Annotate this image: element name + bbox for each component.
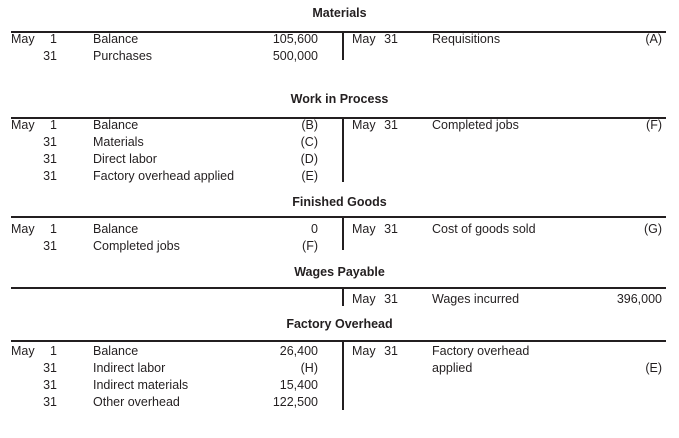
debit-day: 1 (50, 32, 57, 46)
debit-description: Indirect materials (93, 378, 189, 392)
credit-month: May (352, 222, 376, 236)
account-center-rule (342, 216, 344, 250)
account-top-rule (11, 340, 666, 342)
credit-month: May (352, 344, 376, 358)
debit-description: Balance (93, 344, 139, 358)
debit-month: May (11, 222, 35, 236)
credit-description: Completed jobs (432, 118, 519, 132)
credit-amount: (F) (646, 118, 662, 132)
debit-description: Balance (93, 32, 139, 46)
account-center-rule (342, 340, 344, 410)
account-center-rule (342, 117, 344, 182)
credit-day: 31 (384, 292, 398, 306)
debit-description: Direct labor (93, 152, 157, 166)
credit-day: 31 (384, 222, 398, 236)
debit-description: Materials (93, 135, 144, 149)
debit-amount: 0 (311, 222, 318, 236)
debit-amount: (B) (301, 118, 318, 132)
credit-description: Cost of goods sold (432, 222, 536, 236)
debit-month: May (11, 344, 35, 358)
account-title: Factory Overhead (286, 317, 393, 331)
debit-description: Factory overhead applied (93, 169, 235, 183)
debit-amount: 122,500 (272, 395, 318, 409)
debit-day: 31 (43, 239, 57, 253)
credit-description: applied (432, 361, 473, 375)
credit-description: Requisitions (432, 32, 501, 46)
debit-description: Other overhead (93, 395, 180, 409)
credit-amount: (E) (645, 361, 662, 375)
debit-day: 31 (43, 169, 57, 183)
debit-amount: 500,000 (272, 49, 318, 63)
debit-amount: (F) (302, 239, 318, 253)
account-title: Work in Process (290, 92, 389, 106)
debit-description: Indirect labor (93, 361, 166, 375)
debit-day: 31 (43, 361, 57, 375)
credit-description: Factory overhead (432, 344, 530, 358)
credit-amount: (A) (645, 32, 662, 46)
debit-amount: 105,600 (272, 32, 318, 46)
debit-amount: (E) (301, 169, 318, 183)
debit-description: Balance (93, 118, 139, 132)
debit-day: 31 (43, 135, 57, 149)
debit-amount: (C) (300, 135, 318, 149)
debit-description: Completed jobs (93, 239, 180, 253)
credit-month: May (352, 118, 376, 132)
credit-day: 31 (384, 32, 398, 46)
debit-day: 1 (50, 222, 57, 236)
debit-day: 31 (43, 395, 57, 409)
account-title: Wages Payable (294, 265, 385, 279)
debit-month: May (11, 118, 35, 132)
credit-amount: 396,000 (616, 292, 662, 306)
credit-description: Wages incurred (432, 292, 520, 306)
debit-amount: 15,400 (279, 378, 318, 392)
credit-month: May (352, 32, 376, 46)
debit-description: Balance (93, 222, 139, 236)
account-top-rule (11, 287, 666, 289)
credit-month: May (352, 292, 376, 306)
credit-amount: (G) (643, 222, 662, 236)
debit-day: 31 (43, 378, 57, 392)
account-center-rule (342, 31, 344, 60)
debit-day: 31 (43, 152, 57, 166)
debit-amount: (H) (300, 361, 318, 375)
debit-month: May (11, 32, 35, 46)
debit-description: Purchases (93, 49, 153, 63)
debit-amount: 26,400 (279, 344, 318, 358)
credit-day: 31 (384, 118, 398, 132)
debit-amount: (D) (300, 152, 318, 166)
account-title: Finished Goods (292, 195, 387, 209)
account-center-rule (342, 287, 344, 306)
debit-day: 1 (50, 118, 57, 132)
debit-day: 1 (50, 344, 57, 358)
account-title: Materials (312, 6, 367, 20)
debit-day: 31 (43, 49, 57, 63)
credit-day: 31 (384, 344, 398, 358)
account-top-rule (11, 216, 666, 218)
